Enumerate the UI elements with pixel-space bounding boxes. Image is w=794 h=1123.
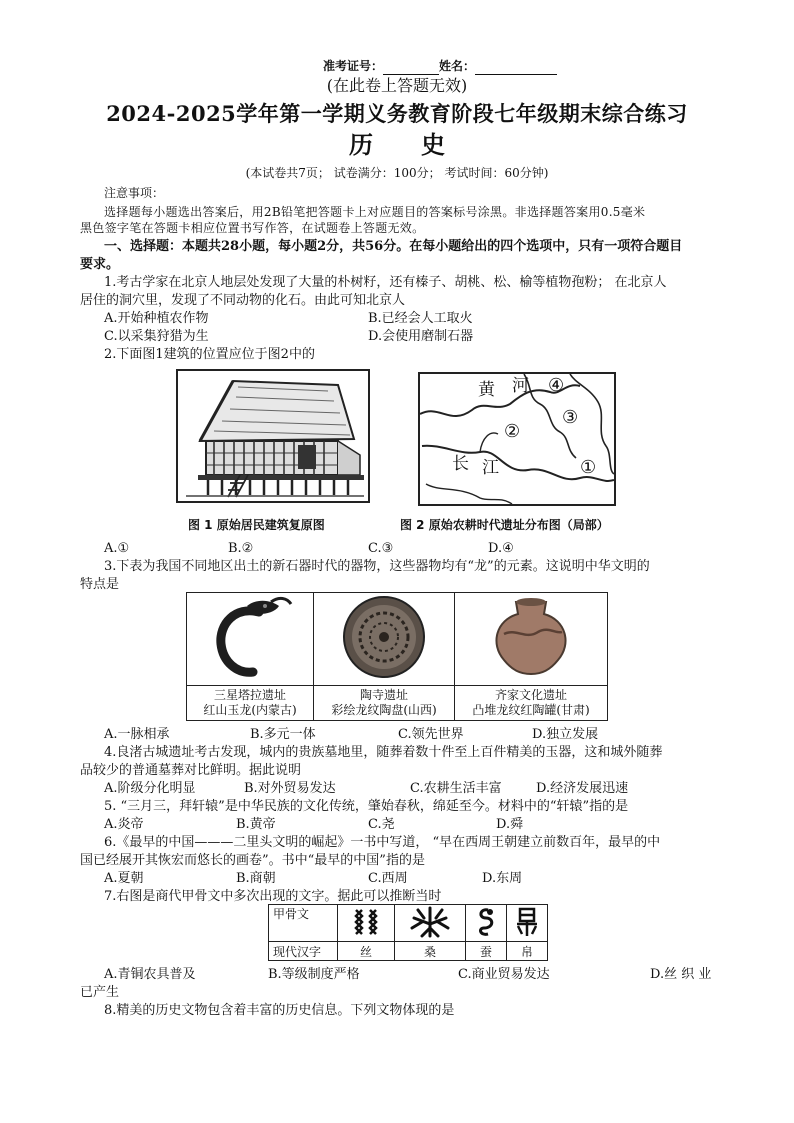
q1-line1: 1.考古学家在北京人地层处发现了大量的朴树籽，还有榛子、胡桃、松、榆等植物孢粉； 在北京人 (104, 275, 667, 290)
notice-line1: 选择题每小题选出答案后，用2B铅笔把答题卡上对应题目的答案标号涂黑。非选择题答案用0.5毫米 (104, 205, 646, 219)
q2-option-b[interactable]: B.② (228, 541, 254, 556)
artifact-painted-plate (314, 593, 455, 686)
section1-line2: 要求。 (80, 257, 120, 272)
oracle-glyph-cloth (507, 905, 548, 942)
q5-option-d[interactable]: D.舜 (496, 817, 524, 832)
name-label: 姓名： (439, 59, 476, 73)
artifact-site-1: 三星塔拉遗址 (213, 688, 286, 702)
artifact-name-2: 彩绘龙纹陶盘(山西) (331, 703, 437, 717)
painted-plate-icon (339, 594, 429, 680)
oracle-mulberry-glyph-icon (408, 906, 452, 938)
subject-title: 历 史 (349, 130, 445, 159)
q5-stem: 5. “三月三，拜轩辕”是中华民族的文化传统，肇始春秋，绵延至今。材料中的“轩辕”指的是 (104, 799, 629, 814)
q4-line1: 4.良渚古城遗址考古发现，城内的贵族墓地里，随葬着数十件至上百件精美的玉器，这和城外随葬 (104, 745, 663, 760)
q4-option-b[interactable]: B.对外贸易发达 (244, 781, 336, 796)
invalid-note: (在此卷上答题无效) (326, 76, 468, 95)
artifact-caption-3 (455, 686, 608, 721)
modern-char-silk: 丝 (338, 942, 395, 961)
q1-option-b[interactable]: B.已经会人工取火 (368, 311, 473, 326)
modern-row-label: 现代汉字 (269, 942, 338, 961)
q7-option-a[interactable]: A.青铜农具普及 (104, 967, 196, 982)
modern-char-row (269, 942, 548, 961)
artifact-name-3: 凸堆龙纹红陶罐(甘肃) (472, 703, 590, 717)
map-marker-2: ② (504, 421, 521, 442)
notice-line2: 黑色签字笔在答题卡相应位置书写作答，在试题卷上答题无效。 (80, 221, 425, 235)
q3-option-c[interactable]: C.领先世界 (398, 727, 464, 742)
artifact-table (186, 592, 608, 721)
artifact-caption-2 (314, 686, 455, 721)
map-label-chang: 长 (452, 454, 469, 474)
oracle-silkworm-glyph-icon (472, 906, 500, 938)
q2-option-a[interactable]: A.① (104, 541, 130, 556)
q1-option-c[interactable]: C.以采集狩猎为生 (104, 329, 209, 344)
q6-option-c[interactable]: C.西周 (368, 871, 408, 886)
candidate-label: 准考证号： (323, 59, 384, 73)
modern-char-silkworm: 蚕 (466, 942, 507, 961)
map-label-jiang: 江 (482, 458, 499, 478)
candidate-blank[interactable] (383, 58, 439, 75)
artifact-red-pottery-jar (455, 593, 608, 686)
oracle-glyph-silkworm (466, 905, 507, 942)
q7-option-c[interactable]: C.商业贸易发达 (458, 967, 550, 982)
map-marker-4: ④ (548, 375, 565, 396)
artifact-jade-dragon (187, 593, 314, 686)
oracle-glyph-silk (338, 905, 395, 942)
map-label-huang: 黄 (478, 380, 495, 400)
pottery-jar-icon (486, 594, 576, 680)
oracle-silk-glyph-icon (346, 906, 386, 938)
oracle-row-label: 甲骨文 (269, 905, 338, 942)
artifact-site-3: 齐家文化遗址 (494, 688, 567, 702)
map-label-he: 河 (512, 376, 529, 396)
map-marker-3: ③ (562, 407, 579, 428)
q6-option-a[interactable]: A.夏朝 (104, 871, 144, 886)
oracle-glyph-mulberry (395, 905, 466, 942)
stilt-house-illustration (178, 371, 368, 501)
q7-option-d[interactable]: D.丝 织 业 (650, 967, 712, 982)
q6-line2: 国已经展开其恢宏而悠长的画卷”。书中“最早的中国”指的是 (80, 853, 425, 868)
exam-title: 2024-2025学年第一学期义务教育阶段七年级期末综合练习 (106, 101, 688, 126)
q5-option-b[interactable]: B.黄帝 (236, 817, 276, 832)
q4-option-a[interactable]: A.阶级分化明显 (104, 781, 196, 796)
oracle-cloth-glyph-icon (513, 906, 541, 938)
map-marker-1: ① (580, 457, 597, 478)
artifact-caption-row (187, 686, 608, 721)
figure1-caption: 图 1 原始居民建筑复原图 (188, 518, 325, 532)
figure1-house (176, 369, 370, 503)
artifact-name-1: 红山玉龙(内蒙古) (203, 703, 297, 717)
q4-option-d[interactable]: D.经济发展迅速 (536, 781, 629, 796)
q6-option-b[interactable]: B.商朝 (236, 871, 276, 886)
q8-stem: 8.精美的历史文物包含着丰富的历史信息。下列文物体现的是 (104, 1003, 455, 1018)
modern-char-mulberry: 桑 (395, 942, 466, 961)
q5-option-a[interactable]: A.炎帝 (104, 817, 144, 832)
q2-option-d[interactable]: D.④ (488, 541, 514, 556)
jade-dragon-icon (205, 594, 295, 680)
q1-option-d[interactable]: D.会使用磨制石器 (368, 329, 474, 344)
name-blank[interactable] (475, 58, 557, 75)
artifact-site-2: 陶寺遗址 (359, 688, 408, 702)
candidate-line (323, 58, 557, 75)
notice-heading: 注意事项： (104, 186, 165, 200)
exam-info: (本试卷共7页； 试卷满分：100分； 考试时间：60分钟) (245, 166, 549, 180)
q3-line2: 特点是 (80, 577, 120, 592)
artifact-image-row (187, 593, 608, 686)
figure2-caption: 图 2 原始农耕时代遗址分布图（局部） (400, 518, 609, 532)
q3-option-d[interactable]: D.独立发展 (532, 727, 599, 742)
q5-option-c[interactable]: C.尧 (368, 817, 395, 832)
q2-option-c[interactable]: C.③ (368, 541, 394, 556)
q2-stem: 2.下面图1建筑的位置应位于图2中的 (104, 347, 315, 362)
q6-option-d[interactable]: D.东周 (482, 871, 523, 886)
q1-option-a[interactable]: A.开始种植农作物 (104, 311, 209, 326)
q7-stem: 7.右图是商代甲骨文中多次出现的文字。据此可以推断当时 (104, 889, 442, 904)
section1-line1: 一、选择题：本题共28小题，每小题2分，共56分。在每小题给出的四个选项中，只有一项符合题目 (104, 239, 683, 254)
q3-option-a[interactable]: A.一脉相承 (104, 727, 170, 742)
artifact-caption-1 (187, 686, 314, 721)
q7-option-d-continued: 已产生 (80, 985, 120, 1000)
q6-line1: 6.《最早的中国———二里头文明的崛起》一书中写道， “早在西周王朝建立前数百年，最早的中 (104, 835, 661, 850)
oracle-row (269, 905, 548, 942)
figure2-map (418, 372, 616, 506)
q4-option-c[interactable]: C.农耕生活丰富 (410, 781, 502, 796)
modern-char-cloth: 帛 (507, 942, 548, 961)
oracle-bone-table (268, 904, 548, 961)
q7-option-b[interactable]: B.等级制度严格 (268, 967, 360, 982)
q3-option-b[interactable]: B.多元一体 (250, 727, 316, 742)
q4-line2: 品较少的普通墓葬对比鲜明。据此说明 (80, 763, 302, 778)
q3-line1: 3.下表为我国不同地区出土的新石器时代的器物，这些器物均有“龙”的元素。这说明中华文明的 (104, 559, 650, 574)
q1-line2: 居住的洞穴里，发现了不同动物的化石。由此可知北京人 (80, 293, 406, 308)
